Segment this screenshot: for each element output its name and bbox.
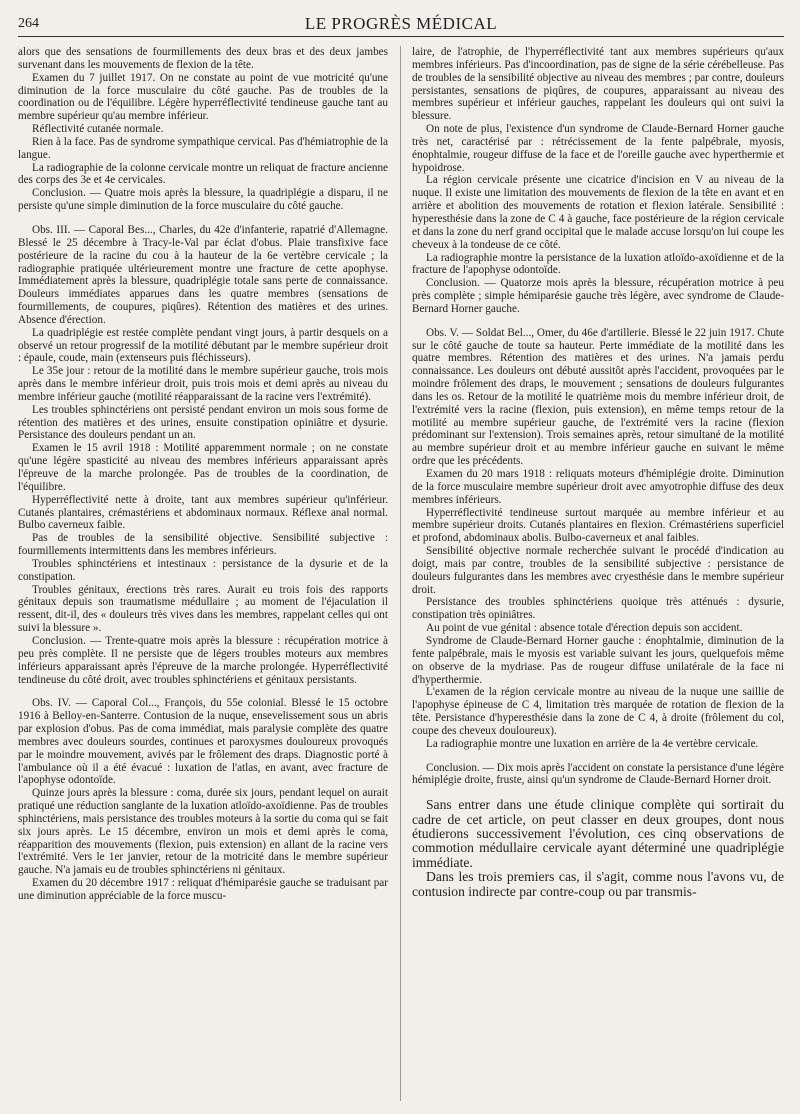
column-divider xyxy=(400,46,401,1101)
paragraph: Le 35e jour : retour de la motilité dans le membre supérieur gauche, trois mois après dans le membre inférieur droit, puis trois mois et demi après au niveau du membre inférieur gauche (motilité réapparaissant de la racine vers l'extrémité). xyxy=(18,365,388,403)
paragraph: Obs. III. — Caporal Bes..., Charles, du 42e d'infanterie, rapatrié d'Allemagne. Blessé le 25 décembre à Tracy-le-Val par éclat d'obus. Plaie transfixive face postérieure de la racine du cou à la hauteur de la 6e vertèbre cervicale ; la radiographie pratiquée ultérieurement montre une fracture de cette apophyse. Immédiatement après la blessure, quadriplégie totale sans perte de connaissance. Douleurs immédiates apparues dans les quatre membres (sensations de fourmillements, de coupures, piqûres). Rétention des matières et des urines. Absence d'érection. xyxy=(18,223,388,326)
paragraph: Obs. IV. — Caporal Col..., François, du 55e colonial. Blessé le 15 octobre 1916 à Belloy-en-Santerre. Contusion de la nuque, ensevelissement sous un abris par explosion d'obus. Pas de coma immédiat, mais paralysie complète des quatre membres avec douleurs sourdes, continues et paroxysmes douloureux provoqués par le moindre mouvement, avivés par le frôlement des draps. Diagnostic porté à l'ambulance où il a été évacué : luxation de l'atlas, en avant, avec fracture de l'apophyse odontoïde. xyxy=(18,697,388,787)
paragraph: Sensibilité objective normale recherchée suivant le procédé d'indication au doigt, mais par contre, troubles de la sensibilité subjective : persistance de douleurs fulgurantes dans les membres avec cryesthésie dans le membre supérieur droit. xyxy=(412,545,784,596)
paragraph: Conclusion. — Quatorze mois après la blessure, récupération motrice à peu près complète ; simple hémiparésie gauche très légère, avec syndrome de Claude-Bernard Horner gauche. xyxy=(412,277,784,315)
paragraph: La radiographie montre la persistance de la luxation atloïdo-axoïdienne et de la fracture de l'apophyse odontoïde. xyxy=(412,251,784,277)
paragraph: Dans les trois premiers cas, il s'agit, comme nous l'avons vu, de contusion indirecte par contre-coup ou par transmis- xyxy=(412,869,784,899)
paragraph: Conclusion. — Trente-quatre mois après la blessure : récupération motrice à peu près complète. Il ne persiste que de légers troubles moteurs aux membres inférieurs apparaissant après l'épreuve de la marche prolongée. Hyperréflectivité tendineuse du côté droit, avec troubles sphinctériens et génitaux persistants. xyxy=(18,634,388,686)
paragraph: On note de plus, l'existence d'un syndrome de Claude-Bernard Horner gauche très net, caractérisé par : rétrécissement de la fente palpébrale, myosis, énophtalmie, rougeur diffuse de la face et de l'oreille gauche avec hyperthermie et hypoidrose. xyxy=(412,123,784,174)
paragraph: Examen du 7 juillet 1917. On ne constate au point de vue motricité qu'une diminution de la force musculaire du côté gauche. Pas de troubles de la coordination ou de l'équilibre. Légère hyperréflectivité tendineuse gauche tant au membre supérieur qu'au membre inférieur. xyxy=(18,71,388,123)
paragraph: La quadriplégie est restée complète pendant vingt jours, à partir desquels on a observé un retour progressif de la motilité débutant par le membre supérieur droit : épaule, coude, main (extenseurs puis fléchisseurs). xyxy=(18,326,388,365)
paragraph: Hyperréflectivité nette à droite, tant aux membres supérieur qu'inférieur. Cutanés plantaires, crémastériens et abdominaux normaux. Réflexe anal normal. Bulbo caverneux faible. xyxy=(18,493,388,532)
left-column xyxy=(18,46,388,1106)
paragraph: laire, de l'atrophie, de l'hyperréflectivité tant aux membres supérieurs qu'aux membres inférieurs. Pas d'incoordination, pas de signe de la série cérébelleuse. Pas de troubles de la sensibilité objective au niveau des membres ; par contre, douleurs persistantes, sensations de piqûres, de coupures, apparaissant au niveau des membres supérieur et inférieur gauches, rappelant les douleurs qui ont suivi la blessure. xyxy=(412,46,784,123)
paragraph: Persistance des troubles sphinctériens quoique très atténués : dysurie, constipation très opiniâtres. xyxy=(412,596,784,622)
paragraph: Examen du 20 mars 1918 : reliquats moteurs d'hémiplégie droite. Diminution de la force musculaire membre supérieur droit avec amyotrophie diffuse des deux membres inférieurs. xyxy=(412,468,784,506)
paragraph: Obs. V. — Soldat Bel..., Omer, du 46e d'artillerie. Blessé le 22 juin 1917. Chute sur le côté gauche de toute sa hauteur. Perte immédiate de la motilité dans les quatre membres. Rétention des matières et des urines. N'a jamais perdu connaissance. Les douleurs ont débuté aussitôt après l'accident, provoquées par le moindre frôlement des draps, le mouvement ; sensations de douleurs fulgurantes dans les os. Retour de la motilité le quatrième mois du membre inférieur droit, de l'extrémité vers la racine (flexion, puis extension), en même temps retour de la motilité au membre supérieur gauche, de l'extrémité vers la racine (flexion prédominant sur l'extension). Trois semaines après, retour simultané de la motilité au membre supérieur droit et au membre inférieur gauche en suivant le même ordre que les précédents. xyxy=(412,326,784,468)
paragraph: alors que des sensations de fourmillements des deux bras et des deux jambes survenant dans les mouvements de flexion de la tête. xyxy=(18,46,388,71)
paragraph: Troubles génitaux, érections très rares. Aurait eu trois fois des rapports génitaux depuis son traumatisme médullaire ; au moment de l'éjaculation il ressent, dit-il, des « douleurs très vives dans les membres, rappelant celles qui ont suivi la blessure ». xyxy=(18,583,388,635)
paragraph: Réflectivité cutanée normale. xyxy=(32,123,164,136)
paragraph: Pas de troubles de la sensibilité objective. Sensibilité subjective : fourmillements intermittents dans les membres inférieurs. xyxy=(18,532,388,558)
paragraph: Troubles sphinctériens et intestinaux : persistance de la dysurie et de la constipation. xyxy=(18,557,388,583)
page-number: 264 xyxy=(18,16,39,31)
paragraph: La radiographie montre une luxation en arrière de la 4e vertèbre cervicale. xyxy=(426,737,759,750)
paragraph: Sans entrer dans une étude clinique complète qui sortirait du cadre de cet article, on peut classer en deux groupes, dont nous étudierons successivement l'évolution, ces cinq observations de commotion médullaire cervicale ayant déterminé une quadriplégie immédiate. xyxy=(412,797,784,870)
right-column xyxy=(412,46,784,1106)
page-header xyxy=(18,12,784,37)
paragraph: La radiographie de la colonne cervicale montre un reliquat de fracture ancienne des corps des 3e et 4e cervicales. xyxy=(18,161,388,187)
paragraph: La région cervicale présente une cicatrice d'incision en V au niveau de la nuque. Il existe une limitation des mouvements de flexion de la tête en avant et en arrière et abolition des mouvements de rotation et flexion latérale. Sensibilité : hyperesthésie dans la zone de C 4 à gauche, face postérieure de la région cervicale et dans la zone du nerf grand occipital que le malade accuse lorsqu'on lui coupe les cheveux à la tondeuse de ce côté. xyxy=(412,174,784,251)
paragraph: Quinze jours après la blessure : coma, durée six jours, pendant lequel on aurait pratiqué une réduction sanglante de la luxation atloïdo-axoïdienne. Pas de troubles sphinctériens, mais persistance des troubles moteurs à la sortie du coma qui se fait six jours après. Le 15 décembre, environ un mois et demi après le coma, réapparition des mouvements (flexion, puis extension) en allant de la racine vers l'extrémité. Vers le 1er janvier, retour de la motricité dans le membre supérieur gauche. N'a jamais eu de troubles sphinctériens ni génitaux. xyxy=(18,787,388,877)
paragraph: Conclusion. — Dix mois après l'accident on constate la persistance d'une légère hémiplégie droite, fruste, ainsi qu'un syndrome de Claude-Bernard Horner droit. xyxy=(412,761,784,787)
paragraph: Conclusion. — Quatre mois après la blessure, la quadriplégie a disparu, il ne persiste qu'une simple diminution de la force musculaire du côté gauche. xyxy=(18,187,388,213)
paragraph: Syndrome de Claude-Bernard Horner gauche : énophtalmie, diminution de la fente palpébrale, mais le myosis est variable suivant les jours, quelquefois même on observe de la mydriase. Pas de rougeur diffuse unilatérale de la face ni d'hyperthermie. xyxy=(412,634,784,686)
paragraph: L'examen de la région cervicale montre au niveau de la nuque une saillie de l'apophyse épineuse de C 4, limitation très marquée de rotation de flexion de la tête. Persistance d'hyperesthésie dans la zone de C 4, à droite (frôlement du col, coupe des cheveux douloureux). xyxy=(412,686,784,737)
paragraph: Au point de vue génital : absence totale d'érection depuis son accident. xyxy=(426,622,743,635)
paragraph: Les troubles sphinctériens ont persisté pendant environ un mois sous forme de rétention des matières et des urines, ensuite constipation opiniâtre et dysurie. Persistance des douleurs pendant un an. xyxy=(18,403,388,442)
paragraph: Hyperréflectivité tendineuse surtout marquée au membre inférieur et au membre supérieur droits. Cutanés plantaires en flexion. Crémastériens superficiel et profond, abdominaux abolis. Bulbo-caverneux et anal faibles. xyxy=(412,506,784,545)
paragraph: Examen le 15 avril 1918 : Motilité apparemment normale ; on ne constate qu'une légère spasticité au niveau des membres inférieurs apparaissant après l'épreuve de la marche prolongée. Pas de troubles de la coordination, de l'équilibre. xyxy=(18,442,388,493)
paragraph: Rien à la face. Pas de syndrome sympathique cervical. Pas d'hémiatrophie de la langue. xyxy=(18,135,388,161)
journal-title: LE PROGRÈS MÉDICAL xyxy=(304,14,498,33)
paragraph: Examen du 20 décembre 1917 : reliquat d'hémiparésie gauche se traduisant par une diminution appréciable de la force muscu- xyxy=(18,877,388,902)
